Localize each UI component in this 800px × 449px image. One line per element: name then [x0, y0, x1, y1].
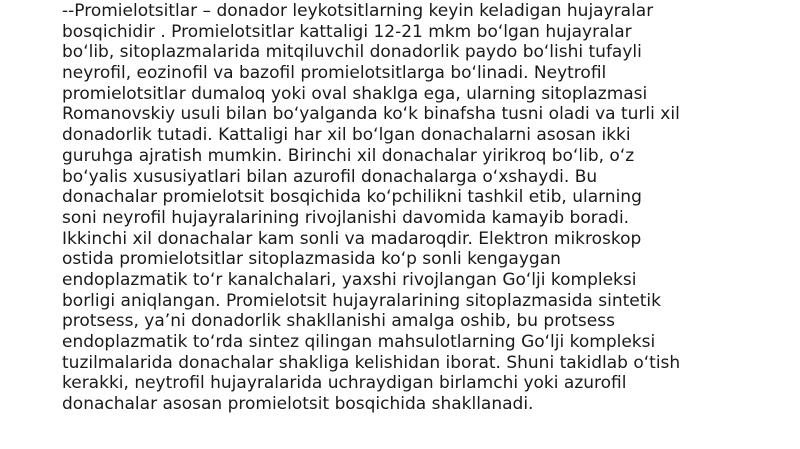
text-line: donachalar asosan promielotsit bosqichida shakllanadi. [62, 394, 534, 415]
text-line: donadorlik tutadi. Kattaligi har xil bo‘lgan donachalarni asosan ikki [62, 125, 631, 146]
text-line: bo‘lib, sitoplazmalarida mitqiluvchil donadorlik paydo bo‘lishi tufayli [62, 42, 642, 63]
text-line: bo‘yalis xususiyatlari bilan azurofil donachalarga o‘xshaydi. Bu [62, 166, 598, 187]
text-line: protsess, ya’ni donadorlik shakllanishi amalga oshib, bu protsess [62, 311, 615, 332]
text-line: borligi aniqlangan. Promielotsit hujayralarining sitoplazmasida sintetik [62, 290, 661, 311]
text-line: neyrofil, eozinofil va bazofil promielotsitlarga bo‘linadi. Neytrofil [62, 63, 607, 84]
text-line: promielotsitlar dumaloq yoki oval shaklga ega, ularning sitoplazmasi [62, 83, 648, 104]
text-line: ostida promielotsitlar sitoplazmasida ko‘p sonli kengaygan [62, 249, 561, 270]
text-line: endoplazmatik to‘r kanalchalari, yaxshi rivojlangan Go‘lji kompleksi [62, 269, 637, 290]
text-line: tuzilmalarida donachalar shakliga kelishidan iborat. Shuni takidlab o‘tish [62, 352, 681, 373]
text-line: soni neyrofil hujayralarining rivojlanishi davomida kamayib boradi. [62, 207, 630, 228]
text-line: bosqichidir . Promielotsitlar kattaligi 12-21 mkm bo‘lgan hujayralar [62, 21, 632, 42]
text-line: kerakki, neytrofil hujayralarida uchraydigan birlamchi yoki azurofil [62, 373, 627, 394]
text-line: donachalar promielotsit bosqichida ko‘pchilikni tashkil etib, ularning [62, 187, 642, 208]
text-line: endoplazmatik to‘rda sintez qilingan mahsulotlarning Go‘lji kompleksi [62, 332, 656, 352]
text-line: Romanovskiy usuli bilan bo‘yalganda ko‘k binafsha tusni oladi va turli xil [62, 104, 680, 125]
text-line: --Promielotsitlar – donador leykotsitlarning keyin keladigan hujayralar [62, 1, 654, 21]
body-paragraph [62, 1, 800, 415]
text-line: Ikkinchi xil donachalar kam sonli va madaroqdir. Elektron mikroskop [62, 228, 642, 249]
text-line: guruhga ajratish mumkin. Birinchi xil donachalar yirikroq bo‘lib, o‘z [62, 145, 635, 166]
